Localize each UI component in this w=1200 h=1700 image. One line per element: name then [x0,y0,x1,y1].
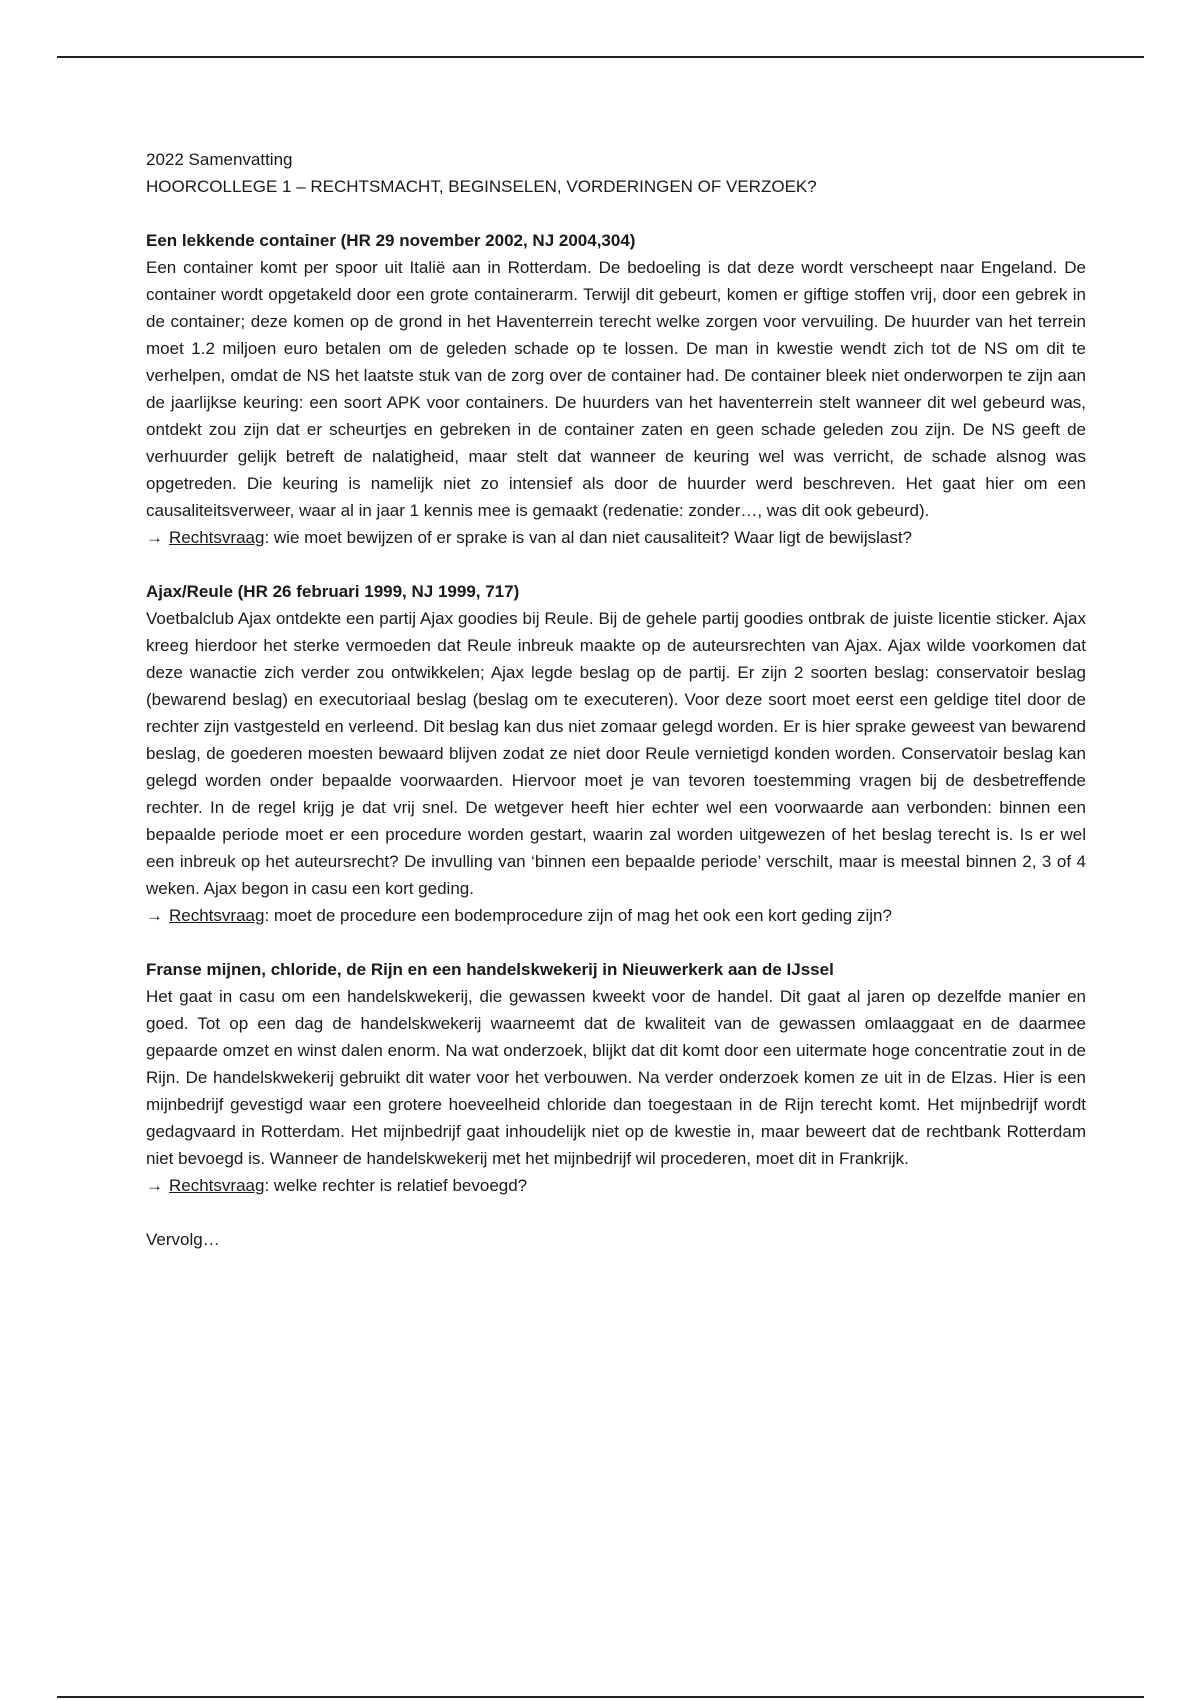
case-leaking-container [146,227,1086,551]
spacer [146,200,1086,227]
case-ajax-reule [146,578,1086,929]
case-title: Een lekkende container (HR 29 november 2002, NJ 2004,304) [146,231,636,250]
legal-question [146,524,1086,551]
legal-question [146,902,1086,929]
arrow-right-icon: → [146,528,163,547]
case-body: Een container komt per spoor uit Italië aan in Rotterdam. De bedoeling is dat deze wordt verscheept naar Engeland. De container wordt opgetakeld door een grote containerarm. Terwijl dit gebeurt, komen er giftige stoffen vrij, door een gebrek in de container; deze komen op de grond in het Haventerrein terecht welke zorgen voor vervuiling. De huurder van het terrein moet 1.2 miljoen euro betalen om de geleden schade op te lossen. De man in kwestie wendt zich tot de NS om dit te verhelpen, omdat de NS het laatste stuk van de zorg over de container had. De container bleek niet onderworpen te zijn aan de jaarlijkse keuring: een soort APK voor containers. De huurders van het haventerrein stelt wanneer dit wel gebeurd was, ontdekt zou zijn dat er scheurtjes en gebreken in de container zaten en geen schade geleden zou zijn. De NS geeft de verhuurder gelijk betreft de nalatigheid, maar stelt dat wanneer de keuring wel was verricht, de schade alsnog was opgetreden. Die keuring is namelijk niet zo intensief als door de huurder werd beschreven. Het gaat hier om een causaliteitsverweer, waar al in jaar 1 kennis mee is gemaakt (redenatie: zonder…, was dit ook gebeurd). [146,258,1086,520]
arrow-right-icon: → [146,1176,163,1195]
case-title: Franse mijnen, chloride, de Rijn en een handelskwekerij in Nieuwerkerk aan de IJssel [146,960,834,979]
case-title: Ajax/Reule (HR 26 februari 1999, NJ 1999, 717) [146,582,520,601]
legal-question-text: : wie moet bewijzen of er sprake is van al dan niet causaliteit? Waar ligt de bewijslast? [264,528,913,547]
document-content [146,146,1086,1253]
spacer [146,551,1086,578]
top-rule [57,56,1144,58]
spacer [146,929,1086,956]
legal-question [146,1172,1086,1199]
case-body: Het gaat in casu om een handelskwekerij, die gewassen kweekt voor de handel. Dit gaat al jaren op dezelfde manier en goed. Tot op een dag de handelskwekerij waarneemt dat de kwaliteit van de gewassen omlaaggaat en de daarmee gepaarde omzet en winst dalen enorm. Na wat onderzoek, blijkt dat dit komt door een uitermate hoge concentratie zout in de Rijn. De handelskwekerij gebruikt dit water voor het verbouwen. Na verder onderzoek komen ze uit in de Elzas. Hier is een mijnbedrijf gevestigd waar een grotere hoeveelheid chloride dan toegestaan in de Rijn terecht komt. Het mijnbedrijf wordt gedagvaard in Rotterdam. Het mijnbedrijf gaat inhoudelijk niet op de kwestie in, maar beweert dat de rechtbank Rotterdam niet bevoegd is. Wanneer de handelskwekerij met het mijnbedrijf wil procederen, moet dit in Frankrijk. [146,987,1086,1168]
bottom-rule [57,1696,1144,1698]
legal-question-text: : moet de procedure een bodemprocedure zijn of mag het ook een kort geding zijn? [264,906,892,925]
legal-question-label: Rechtsvraag [169,906,265,925]
case-french-mines [146,956,1086,1199]
legal-question-label: Rechtsvraag [169,528,265,547]
legal-question-label: Rechtsvraag [169,1176,265,1195]
lecture-title: HOORCOLLEGE 1 – RECHTSMACHT, BEGINSELEN, VORDERINGEN OF VERZOEK? [146,177,817,196]
case-body: Voetbalclub Ajax ontdekte een partij Ajax goodies bij Reule. Bij de gehele partij goodies ontbrak de juiste licentie sticker. Ajax kreeg hierdoor het sterke vermoeden dat Reule inbreuk maakte op de auteursrechten van Ajax. Ajax wilde voorkomen dat deze wanactie zich verder zou ontwikkelen; Ajax legde beslag op de partij. Er zijn 2 soorten beslag: conservatoir beslag (bewarend beslag) en executoriaal beslag (beslag om te executeren). Voor deze soort moet eerst een geldige titel door de rechter zijn vastgesteld en verleend. Dit beslag kan dus niet zomaar gelegd worden. Er is hier sprake geweest van bewarend beslag, de goederen moesten bewaard blijven zodat ze niet door Reule vernietigd konden worden. Conservatoir beslag kan gelegd worden onder bepaalde voorwaarden. Hiervoor moet je van tevoren toestemming vragen bij de desbetreffende rechter. In de regel krijg je dat vrij snel. De wetgever heeft hier echter wel een voorwaarde aan verbonden: binnen een bepaalde periode moet er een procedure worden gestart, waarin zal worden uitgewezen of het beslag terecht is. Is er wel een inbreuk op het auteursrecht? De invulling van ‘binnen een bepaalde periode’ verschilt, maar is meestal binnen 2, 3 of 4 weken. Ajax begon in casu een kort geding. [146,609,1086,898]
continued-note: Vervolg… [146,1230,220,1249]
spacer [146,1199,1086,1226]
summary-year-title: 2022 Samenvatting [146,150,293,169]
legal-question-text: : welke rechter is relatief bevoegd? [264,1176,528,1195]
arrow-right-icon: → [146,906,163,925]
